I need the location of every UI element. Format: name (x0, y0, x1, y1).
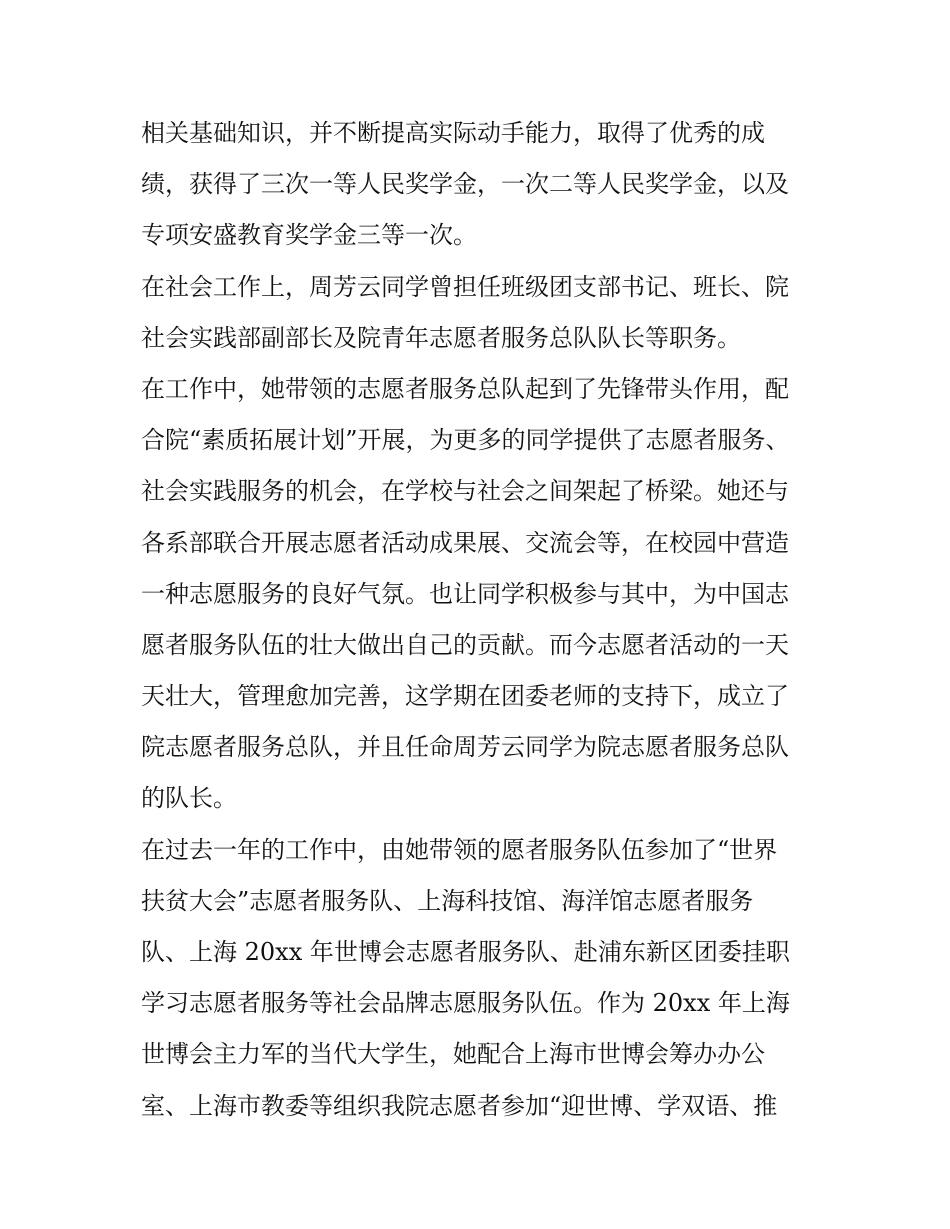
text-line: 一种志愿服务的良好气氛。也让同学积极参与其中，为中国志 (141, 579, 789, 608)
text-line: 相关基础知识，并不断提高实际动手能力，取得了优秀的成 (141, 119, 765, 147)
text-line: 在工作中，她带领的志愿者服务总队起到了先锋带头作用，配 (141, 374, 789, 403)
text-line: 专项安盛教育奖学金三等一次。 (141, 221, 477, 250)
text-line: 队、上海 20xx 年世博会志愿者服务队、赴浦东新区团委挂职 (141, 938, 790, 966)
text-line: 各系部联合开展志愿者活动成果展、交流会等，在校园中营造 (141, 528, 789, 557)
text-line: 的队长。 (141, 784, 237, 813)
body-text (141, 108, 821, 1132)
text-line: 学习志愿者服务等社会品牌志愿服务队伍。作为 20xx 年上海 (141, 989, 790, 1018)
text-line: 天壮大，管理愈加完善，这学期在团委老师的支持下，成立了 (141, 682, 789, 711)
text-line: 世博会主力军的当代大学生，她配合上海市世博会筹办办公 (141, 1040, 765, 1069)
text-line: 社会实践服务的机会，在学校与社会之间架起了桥梁。她还与 (141, 477, 789, 506)
text-line: 合院“素质拓展计划”开展，为更多的同学提供了志愿者服务、 (141, 426, 790, 455)
text-line: 扶贫大会”志愿者服务队、上海科技馆、海洋馆志愿者服务 (141, 886, 754, 915)
text-line: 绩，获得了三次一等人民奖学金，一次二等人民奖学金，以及 (141, 170, 789, 199)
text-line: 社会实践部副部长及院青年志愿者服务总队队长等职务。 (141, 323, 741, 352)
text-line: 在过去一年的工作中，由她带领的愿者服务队伍参加了“世界 (141, 835, 778, 864)
text-line: 院志愿者服务总队，并且任命周芳云同学为院志愿者服务总队 (141, 733, 789, 762)
text-line: 在社会工作上，周芳云同学曾担任班级团支部书记、班长、院 (141, 272, 789, 301)
text-line: 室、上海市教委等组织我院志愿者参加“迎世博、学双语、推 (141, 1091, 778, 1120)
text-line: 愿者服务队伍的壮大做出自己的贡献。而今志愿者活动的一天 (141, 630, 789, 659)
